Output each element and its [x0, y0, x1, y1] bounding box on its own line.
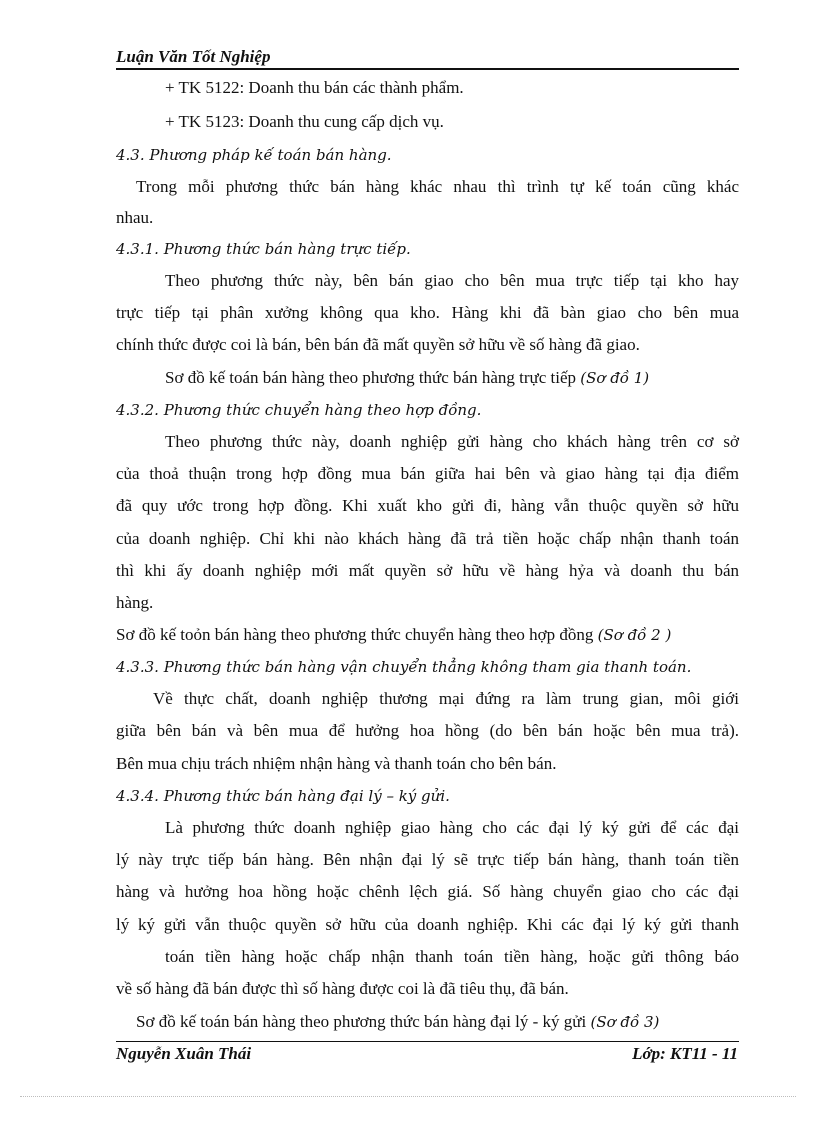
- text-segment: trực tiếp tại phân xưởng không qua kho. Hàng khi đã bàn giao cho bên mua: [116, 303, 739, 322]
- italic-segment: (Sơ đồ 2 ): [597, 626, 672, 644]
- text-line: [116, 720, 739, 742]
- text-line: [165, 431, 739, 453]
- text-line: [116, 463, 739, 485]
- text-segment: đã quy ước trong hợp đồng. Khi xuất kho gửi đi, hàng vẫn thuộc quyền sở hữu: [116, 496, 739, 515]
- footer-class: Lớp: KT11 - 11: [632, 1044, 738, 1063]
- italic-segment: 4.3.2. Phương thức chuyển hàng theo hợp đồng.: [116, 401, 482, 419]
- text-segment: + TK 5123: Doanh thu cung cấp dịch vụ.: [165, 112, 444, 131]
- text-line: [116, 528, 739, 550]
- text-line: [116, 238, 411, 260]
- italic-segment: (Sơ đồ 1): [580, 369, 650, 387]
- text-line: [116, 495, 739, 517]
- text-line: [136, 176, 739, 198]
- text-segment: lý ký gửi vẫn thuộc quyền sở hữu của doanh nghiệp. Khi các đại lý ký gửi thanh: [116, 915, 739, 934]
- text-line: [116, 753, 556, 775]
- text-line: [116, 624, 671, 646]
- text-segment: hàng.: [116, 593, 154, 612]
- text-line: [136, 1011, 659, 1033]
- text-segment: nhau.: [116, 208, 154, 227]
- text-line: [116, 656, 691, 678]
- text-line: [116, 592, 153, 614]
- text-line: [116, 302, 739, 324]
- text-segment: giữa bên bán và bên mua để hưởng hoa hồng (do bên bán hoặc bên mua trả).: [116, 721, 739, 740]
- text-segment: Sơ đồ kế toán bán hàng theo phương thức bán hàng trực tiếp: [165, 368, 581, 387]
- italic-segment: (Sơ đồ 3): [590, 1013, 660, 1031]
- text-segment: của doanh nghiệp. Chỉ khi nào khách hàng đã trả tiền hoặc chấp nhận thanh toán: [116, 529, 739, 548]
- text-line: [116, 978, 569, 1000]
- text-segment: Về thực chất, doanh nghiệp thương mại đứng ra làm trung gian, môi giới: [153, 689, 739, 708]
- italic-segment: 4.3.1. Phương thức bán hàng trực tiếp.: [116, 240, 411, 258]
- text-segment: toán tiền hàng hoặc chấp nhận thanh toán tiền hàng, hoặc gửi thông báo: [165, 947, 739, 966]
- text-segment: Sơ đồ kế toán bán hàng theo phương thức bán hàng đại lý - ký gửi: [136, 1012, 591, 1031]
- text-line: [165, 270, 739, 292]
- text-segment: về số hàng đã bán được thì số hàng được coi là đã tiêu thụ, đã bán.: [116, 979, 569, 998]
- text-segment: Bên mua chịu trách nhiệm nhận hàng và thanh toán cho bên bán.: [116, 754, 557, 773]
- text-line: [165, 111, 444, 133]
- text-line: [116, 785, 450, 807]
- text-segment: Sơ đồ kế toỏn bán hàng theo phương thức chuyển hàng theo hợp đồng: [116, 625, 598, 644]
- text-line: [116, 399, 481, 421]
- text-segment: Theo phương thức này, bên bán giao cho bên mua trực tiếp tại kho hay: [165, 271, 739, 290]
- text-line: [116, 849, 739, 871]
- text-line: [116, 881, 739, 903]
- text-line: [116, 334, 640, 356]
- text-line: [165, 77, 464, 99]
- text-segment: thì khi ấy doanh nghiệp mới mất quyền sở hữu về hàng hỷa và doanh thu bán: [116, 561, 739, 580]
- text-segment: + TK 5122: Doanh thu bán các thành phẩm.: [165, 78, 464, 97]
- italic-segment: 4.3.3. Phương thức bán hàng vận chuyển thẳng không tham gia thanh toán.: [116, 658, 692, 676]
- footer-author: Nguyễn Xuân Thái: [116, 1044, 252, 1063]
- text-segment: lý này trực tiếp bán hàng. Bên nhận đại lý sẽ trực tiếp bán hàng, thanh toán tiền: [116, 850, 739, 869]
- text-line: [116, 560, 739, 582]
- text-line: [116, 207, 153, 229]
- text-segment: hàng và hưởng hoa hồng hoặc chênh lệch giá. Số hàng chuyển giao cho các đại: [116, 882, 739, 901]
- text-line: [165, 367, 649, 389]
- text-segment: chính thức được coi là bán, bên bán đã mất quyền sở hữu về số hàng đã giao.: [116, 335, 640, 354]
- text-segment: Trong mỗi phương thức bán hàng khác nhau thì trình tự kế toán cũng khác: [136, 177, 739, 196]
- italic-segment: 4.3. Phương pháp kế toán bán hàng.: [116, 146, 392, 164]
- text-segment: Theo phương thức này, doanh nghiệp gửi hàng cho khách hàng trên cơ sở: [165, 432, 739, 451]
- footer-rule: [116, 1041, 739, 1042]
- text-segment: của thoả thuận trong hợp đồng mua bán giữa hai bên và giao hàng tại địa điểm: [116, 464, 739, 483]
- page-edge-dots: [20, 1096, 796, 1097]
- header-rule: [116, 68, 739, 70]
- text-segment: Là phương thức doanh nghiệp giao hàng cho các đại lý ký gửi để các đại: [165, 818, 739, 837]
- italic-segment: 4.3.4. Phương thức bán hàng đại lý – ký gửi.: [116, 787, 450, 805]
- header-title: Luận Văn Tốt Nghiệp: [116, 47, 271, 66]
- text-line: [165, 817, 739, 839]
- text-line: [153, 688, 739, 710]
- text-line: [165, 946, 739, 968]
- text-line: [116, 914, 739, 936]
- text-line: [116, 144, 392, 166]
